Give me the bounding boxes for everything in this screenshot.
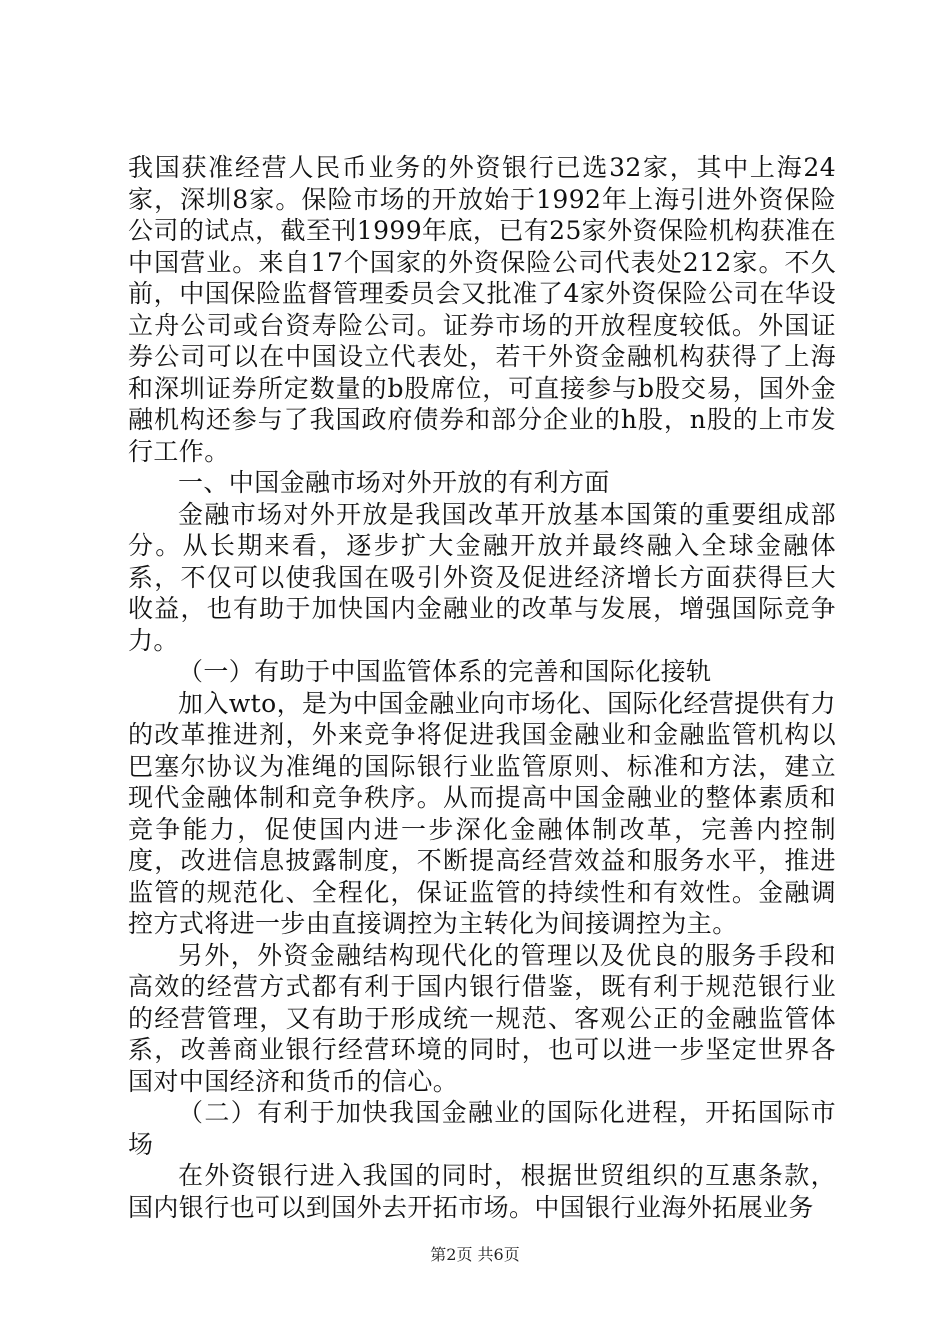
- subsection-heading: （二）有利于加快我国金融业的国际化进程，开拓国际市场: [128, 1098, 836, 1159]
- section-heading: 一、中国金融市场对外开放的有利方面: [178, 468, 610, 497]
- document-body: [128, 152, 836, 1223]
- paragraph: 金融市场对外开放是我国改革开放基本国策的重要组成部分。从长期来看，逐步扩大金融开放并最终融入全球金融体系，不仅可以使我国在吸引外资及促进经济增长方面获得巨大收益，也有助于加快国内金融业的改革与发展，增强国际竞争力。: [128, 499, 836, 655]
- paragraph: 我国获准经营人民币业务的外资银行已选32家，其中上海24家，深圳8家。保险市场的开放始于1992年上海引进外资保险公司的试点，截至刊1999年底，已有25家外资保险机构获准在中国营业。来自17个国家的外资保险公司代表处212家。不久前，中国保险监督管理委员会又批准了4家外资保险公司在华设立舟公司或台资寿险公司。证券市场的开放程度较低。外国证券公司可以在中国设立代表处，若干外资金融机构获得了上海和深圳证券所定数量的b股席位，可直接参与b股交易，国外金融机构还参与了我国政府债券和部分企业的h股，n股的上市发行工作。: [128, 153, 836, 466]
- paragraph: 在外资银行进入我国的同时，根据世贸组织的互惠条款，国内银行也可以到国外去开拓市场。中国银行业海外拓展业务: [128, 1161, 836, 1222]
- subsection-heading: （一）有助于中国监管体系的完善和国际化接轨: [178, 657, 712, 686]
- paragraph: 加入wto，是为中国金融业向市场化、国际化经营提供有力的改革推进剂，外来竞争将促进我国金融业和金融监管机构以巴塞尔协议为准绳的国际银行业监管原则、标准和方法，建立现代金融体制和竞争秩序。从而提高中国金融业的整体素质和竞争能力，促使国内进一步深化金融体制改革，完善内控制度，改进信息披露制度，不断提高经营效益和服务水平，推进监管的规范化、全程化，保证监管的持续性和有效性。金融调控方式将进一步由直接调控为主转化为间接调控为主。: [128, 688, 836, 938]
- paragraph: 另外，外资金融结构现代化的管理以及优良的服务手段和高效的经营方式都有利于国内银行借鉴，既有利于规范银行业的经营管理，又有助于形成统一规范、客观公正的金融监管体系，改善商业银行经营环境的同时，也可以进一步坚定世界各国对中国经济和货币的信心。: [128, 940, 836, 1096]
- page-number-footer: 第2页 共6页: [430, 1245, 520, 1264]
